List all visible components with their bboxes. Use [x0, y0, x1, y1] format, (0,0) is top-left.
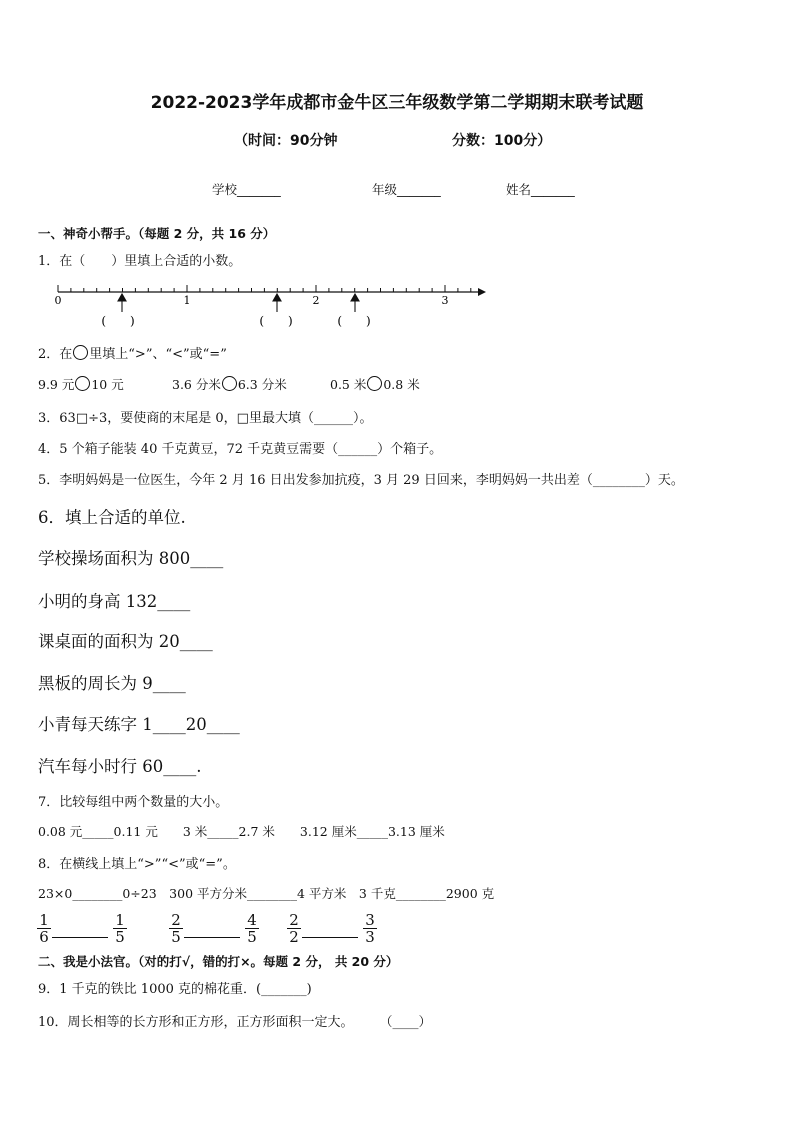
fraction-2b: $\frac{4}{5}$ [245, 912, 259, 945]
fraction-2a: $\frac{2}{5}$ [169, 912, 183, 945]
q2-item-1: 9.9 元 10 元 [38, 377, 124, 392]
blank-1[interactable]: ( ) [101, 314, 135, 328]
fraction-1a: $\frac{1}{6}$ [37, 912, 51, 945]
tick-label-1: 1 [183, 294, 191, 307]
q6-line-3: 课桌面的面积为 20____ [38, 632, 213, 651]
fraction-1b: $\frac{1}{5}$ [113, 912, 127, 945]
section-2-title: 二、我是小法官。（对的打√，错的打×。每题 2 分， 共 20 分） [38, 954, 399, 969]
question-4: 4．5 个箱子能装 40 千克黄豆，72 千克黄豆需要（______）个箱子。 [38, 442, 443, 457]
q6-line-4: 黑板的周长为 9____ [38, 674, 186, 693]
q6-line-5: 小青每天练字 1____20____ [38, 715, 240, 734]
q2-item-2: 3.6 分米 6.3 分米 [172, 377, 287, 392]
fraction-3a: $\frac{2}{2}$ [287, 912, 301, 945]
tick-label-2: 2 [312, 294, 320, 307]
q6-line-2: 小明的身高 132____ [38, 592, 191, 611]
section-1-title: 一、神奇小帮手。（每题 2 分，共 16 分） [38, 226, 276, 241]
q2-item-3: 0.5 米 0.8 米 [330, 377, 420, 392]
tick-label-0: 0 [54, 294, 62, 307]
circle-icon [73, 345, 88, 360]
question-5: 5．李明妈妈是一位医生，今年 2 月 16 日出发参加抗疫，3 月 29 日回来，李明妈妈一共出差（________）天。 [38, 473, 684, 488]
question-3: 3．63□÷3，要使商的末尾是 0，□里最大填（______）。 [38, 411, 373, 426]
answer-line-2[interactable] [184, 937, 240, 938]
blank-3[interactable]: ( ) [337, 314, 371, 328]
question-6: 6．填上合适的单位. [38, 508, 186, 527]
compare-circle-2[interactable] [222, 376, 237, 391]
exam-score: 分数：100分） [452, 133, 552, 149]
q8-line: 23×0________0÷23 300 平方分米________4 平方米 3 千克________2900 克 [38, 886, 495, 901]
answer-line-1[interactable] [52, 937, 108, 938]
page-title: 2022-2023学年成都市金牛区三年级数学第二学期期末联考试题 [150, 93, 644, 113]
question-2: 2．在 里填上“>”、“<”或“=” [38, 347, 227, 362]
answer-line-3[interactable] [302, 937, 358, 938]
compare-circle-1[interactable] [75, 376, 90, 391]
q6-line-1: 学校操场面积为 800____ [38, 549, 224, 568]
fraction-3b: $\frac{3}{3}$ [363, 912, 377, 945]
tick-label-3: 3 [441, 294, 449, 307]
blank-2[interactable]: ( ) [259, 314, 293, 328]
name-field: 姓名_______ [506, 182, 575, 197]
exam-time: （时间：90分钟 [234, 133, 338, 149]
question-9: 9．1 千克的铁比 1000 克的棉花重．(_______) [38, 982, 312, 997]
question-7: 7．比较每组中两个数量的大小。 [38, 795, 229, 810]
number-line [0, 280, 500, 332]
question-1: 1．在（ ）里填上合适的小数。 [38, 254, 242, 269]
grade-field: 年级_______ [372, 182, 441, 197]
school-field: 学校_______ [212, 182, 281, 197]
compare-circle-3[interactable] [367, 376, 382, 391]
question-10: 10．周长相等的长方形和正方形，正方形面积一定大。 （____） [38, 1015, 432, 1030]
question-8: 8．在横线上填上“>”“<”或“=”。 [38, 857, 236, 872]
q7-line: 0.08 元_____0.11 元 3 米_____2.7 米 3.12 厘米_____3.13 厘米 [38, 824, 445, 839]
q6-line-6: 汽车每小时行 60____. [38, 757, 202, 776]
